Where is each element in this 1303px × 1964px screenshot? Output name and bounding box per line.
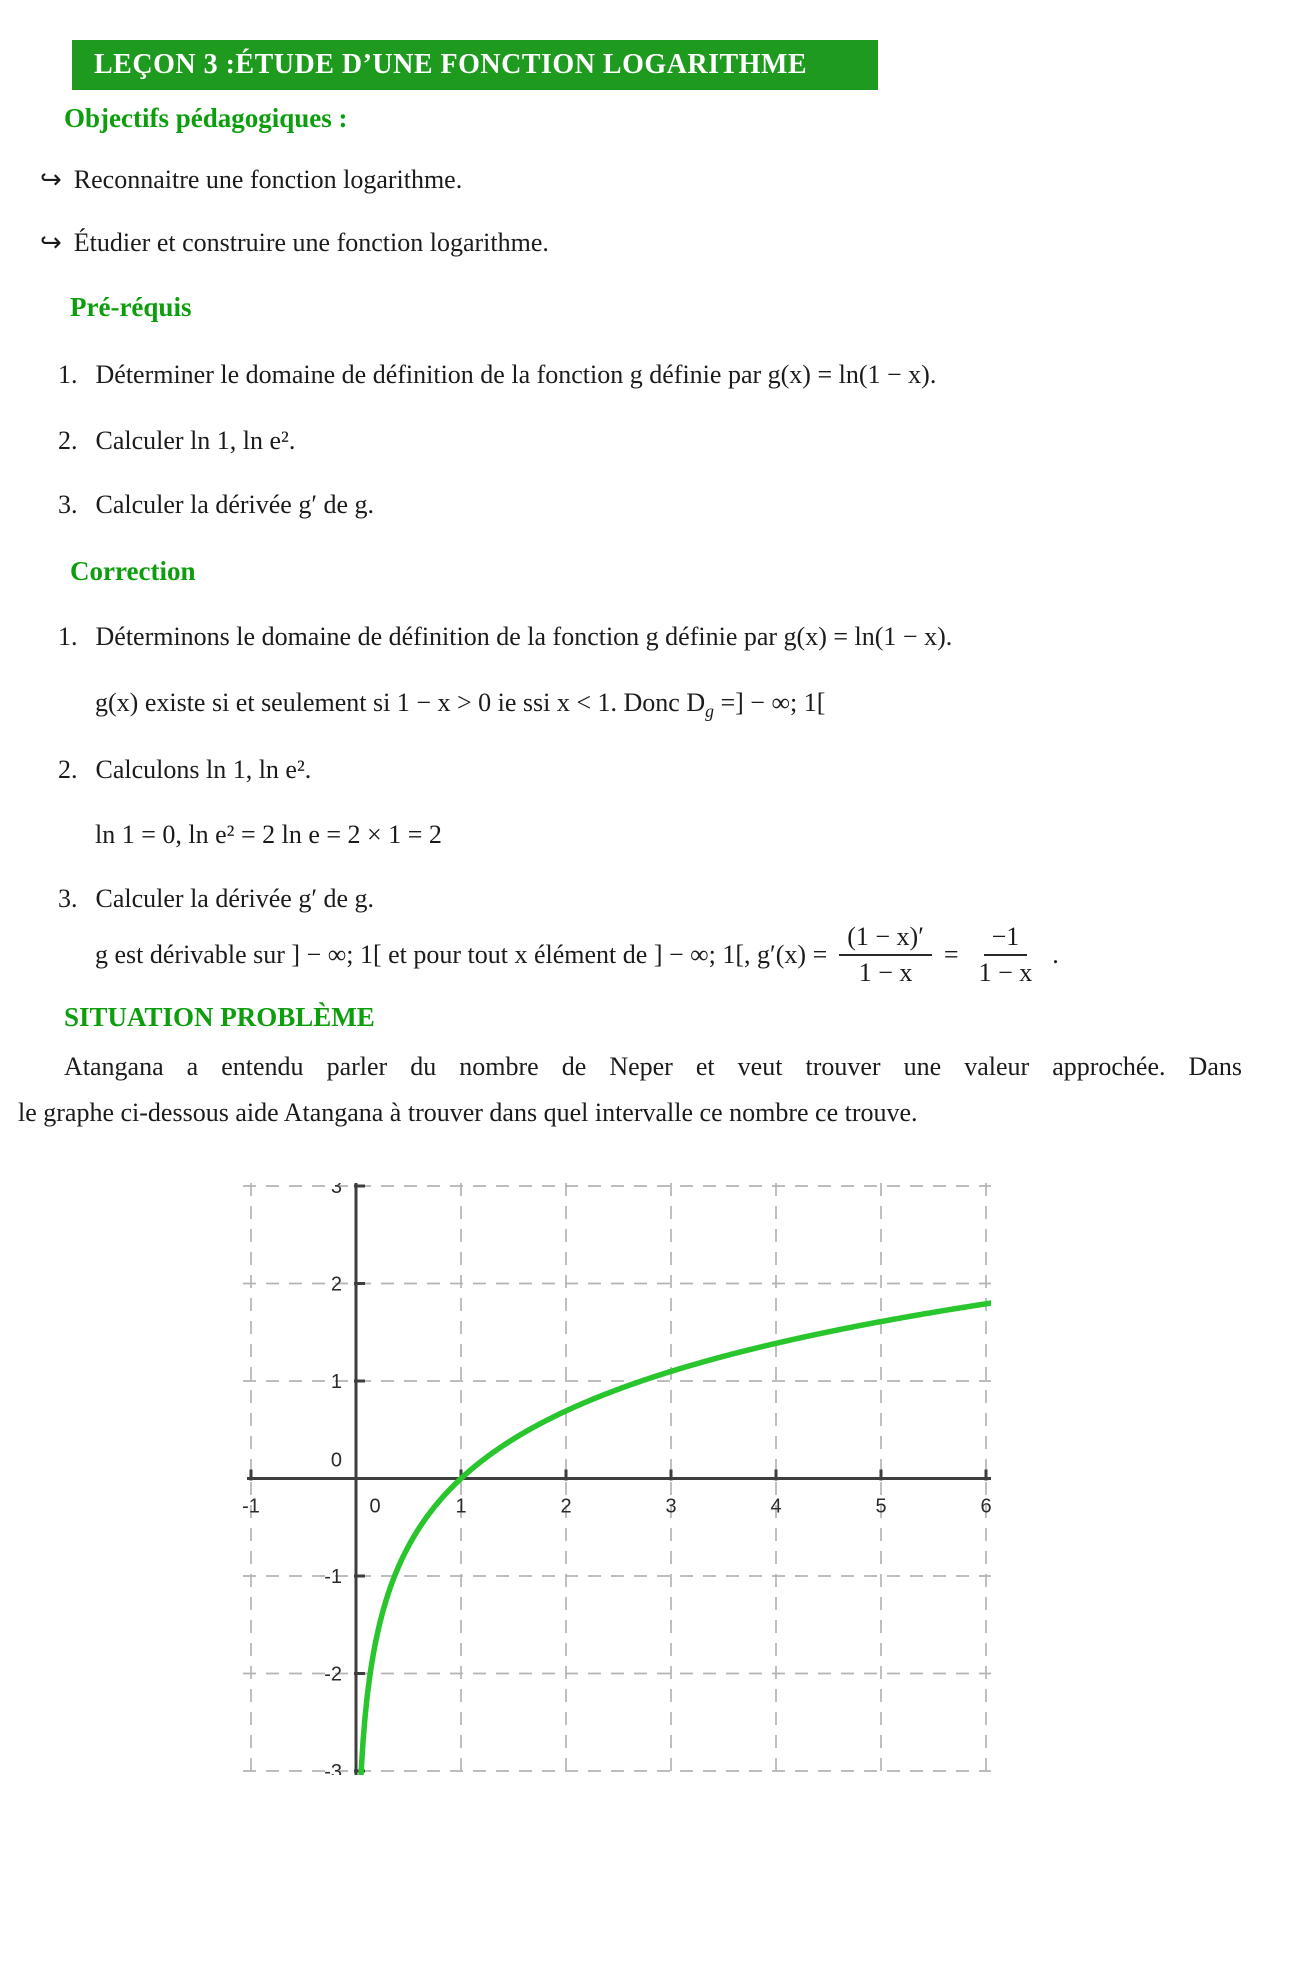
subscript-g: g: [705, 701, 714, 722]
equation-prefix: g est dérivable sur ] − ∞; 1[ et pour tout x élément de ] − ∞; 1[, g′(x) =: [95, 940, 828, 969]
equals-sign: =: [943, 940, 959, 969]
lesson-title: LEÇON 3 :ÉTUDE D’UNE FONCTION LOGARITHME: [94, 49, 808, 80]
detail-text: ln 1 = 0, ln e² = 2 ln e = 2 × 1 = 2: [95, 820, 442, 849]
x-tick-label: 5: [875, 1495, 887, 1518]
lesson-title-banner: [72, 40, 878, 90]
x-tick-label: 3: [665, 1495, 677, 1518]
y-tick-label: -2: [324, 1663, 342, 1686]
prerequis-item: [58, 360, 936, 390]
y-tick-label: -3: [324, 1761, 342, 1775]
x-tick-label: 4: [770, 1495, 782, 1518]
y-tick-label: 1: [330, 1371, 342, 1393]
item-number: 3.: [58, 884, 78, 913]
x-tick-label: -1: [243, 1495, 260, 1518]
prerequis-item: [58, 490, 374, 520]
fraction: [839, 922, 932, 988]
detail-text: =] − ∞; 1[: [713, 688, 826, 717]
fraction-denominator: 1 − x: [858, 958, 913, 987]
correction-heading: Correction: [70, 556, 196, 586]
prerequis-heading: Pré-réquis: [70, 292, 192, 322]
situation-paragraph-line: le graphe ci-dessous aide Atangana à trouver dans quel intervalle ce nombre ce trouve.: [18, 1098, 918, 1127]
objective-item: [40, 165, 462, 195]
objective-item: [40, 228, 549, 258]
fraction-numerator: (1 − x)′: [839, 922, 932, 956]
x-tick-label: 2: [560, 1495, 572, 1518]
item-number: 2.: [58, 755, 78, 784]
item-number: 1.: [58, 622, 78, 651]
item-number: 3.: [58, 490, 78, 519]
derivative-equation: [95, 915, 1059, 995]
x-tick-label: 1: [455, 1495, 467, 1518]
situation-heading: SITUATION PROBLÈME: [64, 1002, 375, 1032]
correction-item-detail: [95, 688, 825, 722]
item-text: Déterminer le domaine de définition de la fonction g définie par g(x) = ln(1 − x).: [95, 360, 937, 389]
equation-suffix: .: [1052, 940, 1059, 969]
fraction-denominator: 1 − x: [978, 958, 1033, 987]
objectifs-heading: Objectifs pédagogiques :: [64, 103, 348, 133]
item-text: Calculons ln 1, ln e².: [95, 755, 312, 784]
objective-text: Reconnaitre une fonction logarithme.: [73, 165, 463, 194]
y-tick-label: -1: [324, 1566, 342, 1588]
item-text: Calculer ln 1, ln e².: [95, 426, 296, 455]
detail-text: g(x) existe si et seulement si 1 − x > 0 ie ssi x < 1. Donc D: [95, 688, 706, 717]
fraction: [971, 922, 1041, 988]
objective-text: Étudier et construire une fonction logarithme.: [73, 228, 549, 257]
y-tick-label: 3: [330, 1183, 342, 1198]
x-tick-label: 6: [980, 1495, 991, 1518]
y-tick-label: 2: [330, 1273, 342, 1296]
hook-arrow-icon: ↪: [40, 165, 62, 195]
hook-arrow-icon: ↪: [40, 228, 62, 258]
item-text: Calculer la dérivée g′ de g.: [95, 884, 375, 913]
correction-item: [58, 884, 374, 914]
situation-paragraph-line: Atangana a entendu parler du nombre de Neper et veut trouver une valeur approchée. Dans: [64, 1052, 1242, 1081]
correction-item: [58, 755, 311, 785]
item-text: Calculer la dérivée g′ de g.: [95, 490, 375, 519]
y-tick-label: 0: [330, 1449, 342, 1472]
fraction-numerator: −1: [984, 922, 1028, 956]
prerequis-item: [58, 426, 295, 456]
item-text: Déterminons le domaine de définition de la fonction g définie par g(x) = ln(1 − x).: [95, 622, 953, 651]
log-curve-chart: [243, 1183, 991, 1775]
ln-function-plot: [243, 1183, 991, 1775]
correction-item: [58, 622, 952, 652]
x-tick-label: 0: [369, 1495, 381, 1518]
correction-item-detail: [95, 820, 442, 850]
ln-curve: [361, 1303, 991, 1775]
item-number: 2.: [58, 426, 78, 455]
item-number: 1.: [58, 360, 78, 389]
